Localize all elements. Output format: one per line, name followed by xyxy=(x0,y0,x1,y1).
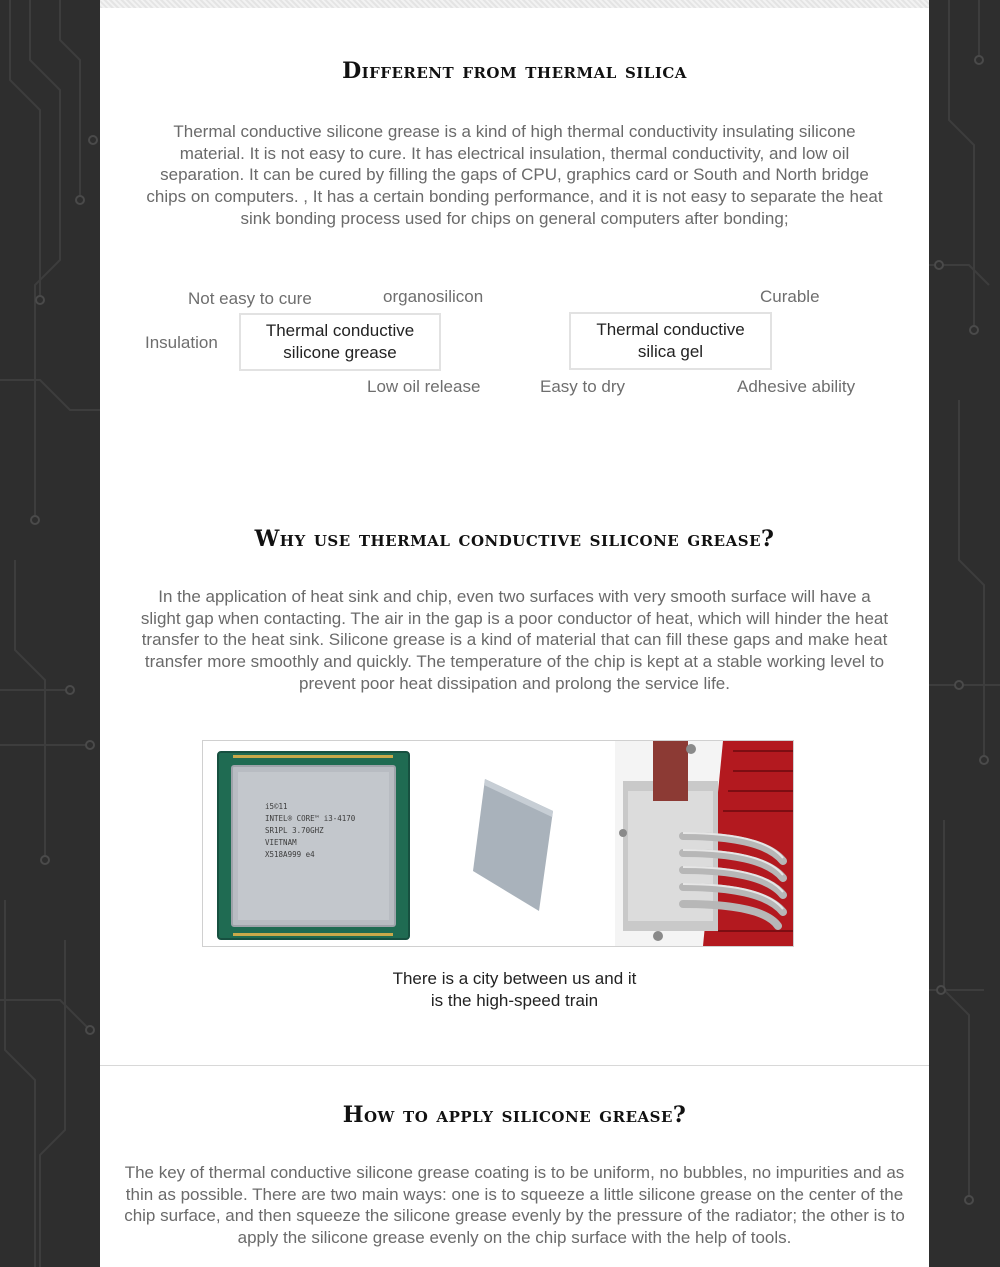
chip-text-line1: i5©11 xyxy=(265,802,288,811)
box-thermal-conductive-silica-gel xyxy=(569,312,772,370)
label-organosilicon: organosilicon xyxy=(383,287,484,306)
caption-line-2: is the high-speed train xyxy=(430,991,599,1010)
section-paragraph-different: Thermal conductive silicone grease is a kind of high thermal conductivity insulating silicone material. It is not easy to cure. It has electrical insulation, thermal conductivity, and low oil separation. It can be cured by filling the gaps of CPU, graphics card or South and North bridge chips on computers. , It has a certain bonding performance, and it is not easy to separate the heat sink bonding process used for chips on general computers after bonding; xyxy=(146,122,883,228)
cpu-chip-image xyxy=(218,752,409,939)
chip-text-line5: X518A999 e4 xyxy=(265,850,315,859)
label-low-oil-release: Low oil release xyxy=(367,377,481,396)
box-thermal-conductive-silicone-grease xyxy=(239,313,441,371)
box-grease-text: Thermal conductive silicone grease xyxy=(265,321,415,362)
label-easy-to-dry: Easy to dry xyxy=(540,377,626,396)
circuit-background-left xyxy=(0,0,100,1267)
chip-text-line4: VIETNAM xyxy=(265,838,297,847)
label-curable: Curable xyxy=(760,287,820,306)
section-paragraph-how-to-apply: The key of thermal conductive silicone grease coating is to be uniform, no bubbles, no impurities and as thin as possible. There are two main ways: one is to squeeze a little silicone grease on the center of the chip surface, and then squeeze the silicone grease evenly by the pressure of the radiator; the other is to apply the silicone grease evenly on the chip surface with the help of tools. xyxy=(124,1163,905,1248)
heat-sink-image xyxy=(615,741,793,946)
chip-text-line2: INTEL® CORE™ i3-4170 xyxy=(265,814,356,823)
box-gel-text: Thermal conductive silica gel xyxy=(596,320,745,361)
product-illustration xyxy=(202,740,794,947)
thermal-pad-image xyxy=(473,779,553,911)
chip-text-line3: SR1PL 3.70GHZ xyxy=(265,826,324,835)
label-insulation: Insulation xyxy=(145,333,218,352)
image-caption xyxy=(100,968,929,1012)
section-heading-different: Different from thermal silica xyxy=(342,58,687,84)
section-divider xyxy=(100,1065,929,1066)
top-pattern-strip xyxy=(100,0,929,8)
caption-line-1: There is a city between us and it xyxy=(392,969,637,988)
circuit-background-right xyxy=(929,0,1000,1267)
label-adhesive-ability: Adhesive ability xyxy=(737,377,856,396)
section-heading-why-use: Why use thermal conductive silicone grease? xyxy=(254,526,775,552)
label-not-easy-to-cure: Not easy to cure xyxy=(188,289,312,308)
content-panel xyxy=(100,0,929,1267)
section-paragraph-why-use: In the application of heat sink and chip, even two surfaces with very smooth surface will have a slight gap when contacting. The air in the gap is a poor conductor of heat, which will hinder the heat transfer to the heat sink. Silicone grease is a kind of material that can fill these gaps and make heat transfer more smoothly and quickly. The temperature of the chip is kept at a stable working level to prevent poor heat dissipation and prolong the service life. xyxy=(140,587,889,693)
section-heading-how-to-apply: How to apply silicone grease? xyxy=(342,1102,687,1128)
